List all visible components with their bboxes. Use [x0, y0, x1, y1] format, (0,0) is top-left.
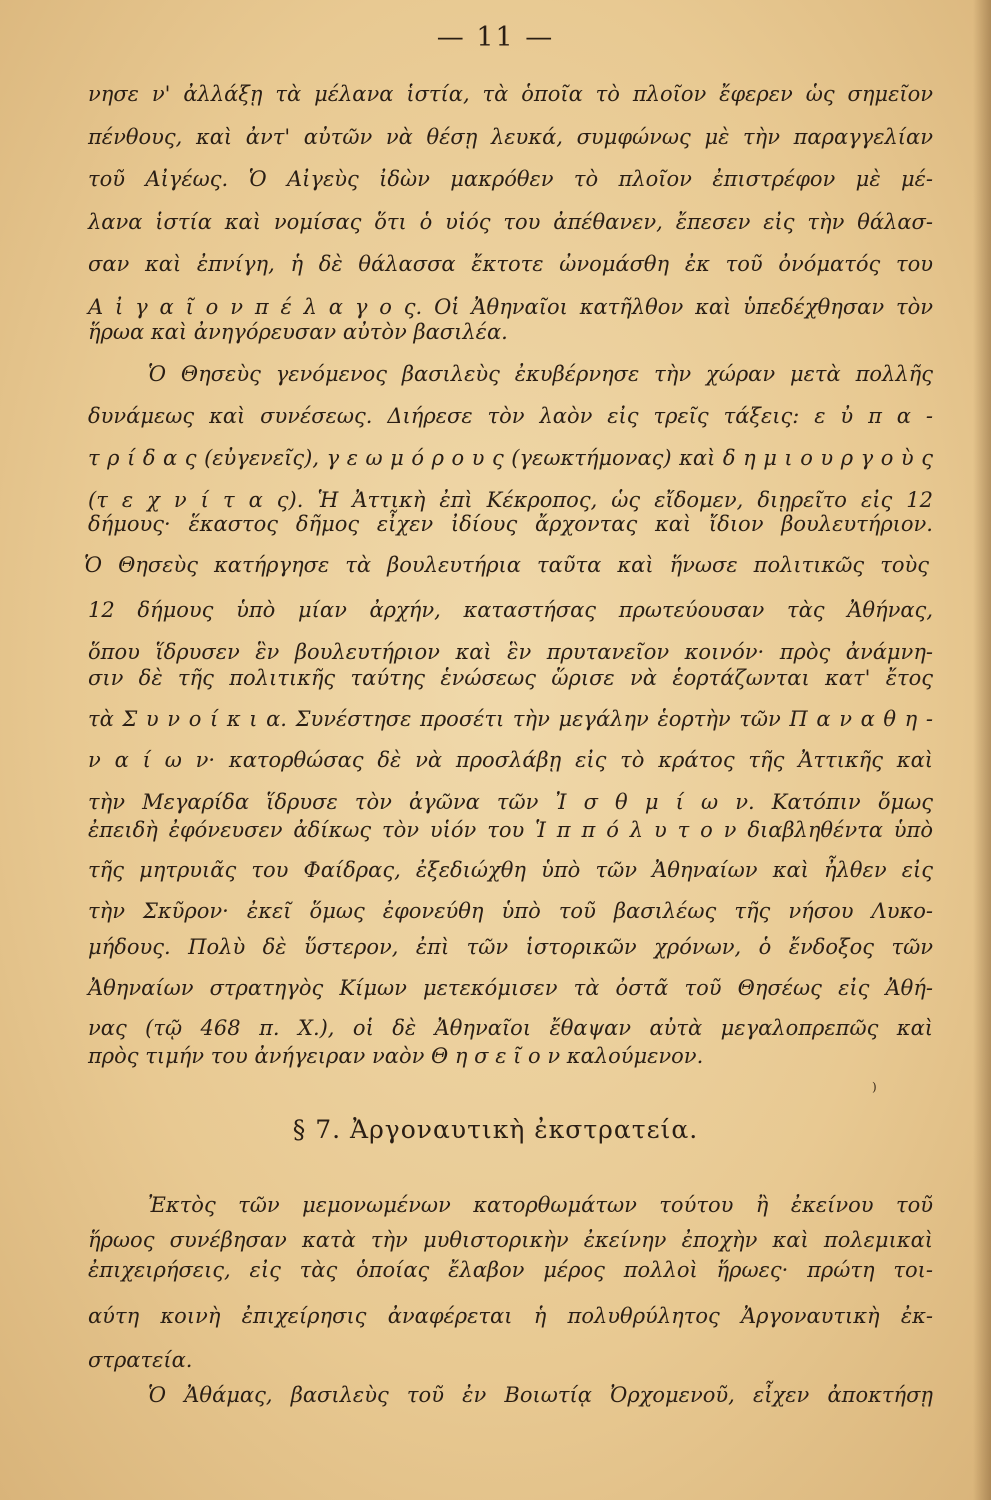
text-line: νησε ν' ἀλλάξῃ τὰ μέλανα ἱστία, τὰ ὁποῖα τὸ πλοῖον ἔφερεν ὡς σημεῖον [88, 82, 933, 106]
text-line: λανα ἱστία καὶ νομίσας ὅτι ὁ υἱός του ἀπέθανεν, ἔπεσεν εἰς τὴν θάλασ- [88, 210, 933, 234]
stray-mark: ) [872, 1080, 877, 1094]
text-line: μήδους. Πολὺ δὲ ὕστερον, ἐπὶ τῶν ἱστορικῶν χρόνων, ὁ ἔνδοξος τῶν [88, 935, 933, 959]
text-line: τὴν Μεγαρίδα ἵδρυσε τὸν ἀγῶνα τῶν Ἰ σ θ μ ί ω ν. Κατόπιν ὅμως [88, 790, 933, 814]
text-line: ἐπειδὴ ἐφόνευσεν ἀδίκως τὸν υἱόν του Ἱ π π ό λ υ τ ο ν διαβληθέντα ὑπὸ [88, 818, 933, 842]
text-line: Ὁ Ἀθάμας, βασιλεὺς τοῦ ἐν Βοιωτίᾳ Ὀρχομενοῦ, εἶχεν ἀποκτήσῃ [148, 1383, 933, 1407]
text-line: πένθους, καὶ ἀντ' αὐτῶν νὰ θέσῃ λευκά, συμφώνως μὲ τὴν παραγγελίαν [88, 125, 933, 149]
text-line: (τ ε χ ν ί τ α ς). Ἡ Ἀττικὴ ἐπὶ Κέκροπος, ὡς εἴδομεν, διῃρεῖτο εἰς 12 [88, 488, 933, 512]
text-line: τὰ Σ υ ν ο ί κ ι α. Συνέστησε προσέτι τὴν μεγάλην ἑορτὴν τῶν Π α ν α θ η - [88, 707, 933, 731]
text-line: τῆς μητρυιᾶς του Φαίδρας, ἐξεδιώχθη ὑπὸ τῶν Ἀθηναίων καὶ ἦλθεν εἰς [88, 858, 933, 882]
text-line: Ἐκτὸς τῶν μεμονωμένων κατορθωμάτων τούτου ἢ ἐκείνου τοῦ [148, 1193, 933, 1217]
text-line: Ἀθηναίων στρατηγὸς Κίμων μετεκόμισεν τὰ ὀστᾶ τοῦ Θησέως εἰς Ἀθή- [88, 976, 933, 1000]
text-line: τ ρ ί δ α ς (εὐγενεῖς), γ ε ω μ ό ρ ο υ ς (γεωκτήμονας) καὶ δ η μ ι ο υ ρ γ ο ὺ ς [88, 446, 933, 470]
page-number: — 11 — [436, 22, 555, 53]
text-line: Ὁ Θησεὺς γενόμενος βασιλεὺς ἐκυβέρνησε τὴν χώραν μετὰ πολλῆς [148, 362, 933, 386]
text-line: σιν δὲ τῆς πολιτικῆς ταύτης ἑνώσεως ὥρισε νὰ ἑορτάζωνται κατ' ἔτος [88, 666, 933, 690]
text-line: ὅπου ἵδρυσεν ἓν βουλευτήριον καὶ ἓν πρυτανεῖον κοινόν· πρὸς ἀνάμνη- [88, 640, 933, 664]
text-line: νας (τῷ 468 π. Χ.), οἱ δὲ Ἀθηναῖοι ἔθαψαν αὐτὰ μεγαλοπρεπῶς καὶ [88, 1016, 933, 1040]
section-heading: § 7. Ἀργοναυτικὴ ἐκστρατεία. [292, 1115, 699, 1144]
text-line: ἥρωος συνέβησαν κατὰ τὴν μυθιστορικὴν ἐκείνην ἐποχὴν καὶ πολεμικαὶ [88, 1228, 933, 1252]
text-line: αύτη κοινὴ ἐπιχείρησις ἀναφέρεται ἡ πολυθρύλητος Ἀργοναυτικὴ ἐκ- [88, 1304, 933, 1328]
text-line: ἐπιχειρήσεις, εἰς τὰς ὁποίας ἔλαβον μέρος πολλοὶ ἥρωες· πρώτη τοι- [88, 1258, 933, 1282]
page-edge-shadow [973, 0, 991, 1500]
text-line: ἥρωα καὶ ἀνηγόρευσαν αὐτὸν βασιλέα. [88, 320, 508, 344]
text-line: Ὁ Θησεὺς κατήργησε τὰ βουλευτήρια ταῦτα καὶ ἥνωσε πολιτικῶς τοὺς [84, 553, 929, 577]
text-line: 12 δήμους ὑπὸ μίαν ἀρχήν, καταστήσας πρωτεύουσαν τὰς Ἀθήνας, [88, 598, 933, 622]
text-line: ν α ί ω ν· κατορθώσας δὲ νὰ προσλάβῃ εἰς τὸ κράτος τῆς Ἀττικῆς καὶ [88, 748, 933, 772]
text-line: στρατεία. [88, 1348, 193, 1372]
text-line: Α ἰ γ α ῖ ο ν π έ λ α γ ο ς. Οἱ Ἀθηναῖοι κατῆλθον καὶ ὑπεδέχθησαν τὸν [88, 295, 933, 319]
text-line: δήμους· ἕκαστος δῆμος εἶχεν ἰδίους ἄρχοντας καὶ ἴδιον βουλευτήριον. [88, 512, 933, 536]
text-line: τοῦ Αἰγέως. Ὁ Αἰγεὺς ἰδὼν μακρόθεν τὸ πλοῖον ἐπιστρέφον μὲ μέ- [88, 167, 933, 191]
text-line: πρὸς τιμήν του ἀνήγειραν ναὸν Θ η σ ε ῖ ο ν καλούμενον. [88, 1044, 704, 1068]
text-line: δυνάμεως καὶ συνέσεως. Διήρεσε τὸν λαὸν εἰς τρεῖς τάξεις: ε ὐ π α - [88, 404, 933, 428]
text-line: σαν καὶ ἐπνίγη, ἡ δὲ θάλασσα ἔκτοτε ὠνομάσθη ἐκ τοῦ ὀνόματός του [88, 252, 933, 276]
text-line: τὴν Σκῦρον· ἐκεῖ ὅμως ἐφονεύθη ὑπὸ τοῦ βασιλέως τῆς νήσου Λυκο- [88, 899, 933, 923]
